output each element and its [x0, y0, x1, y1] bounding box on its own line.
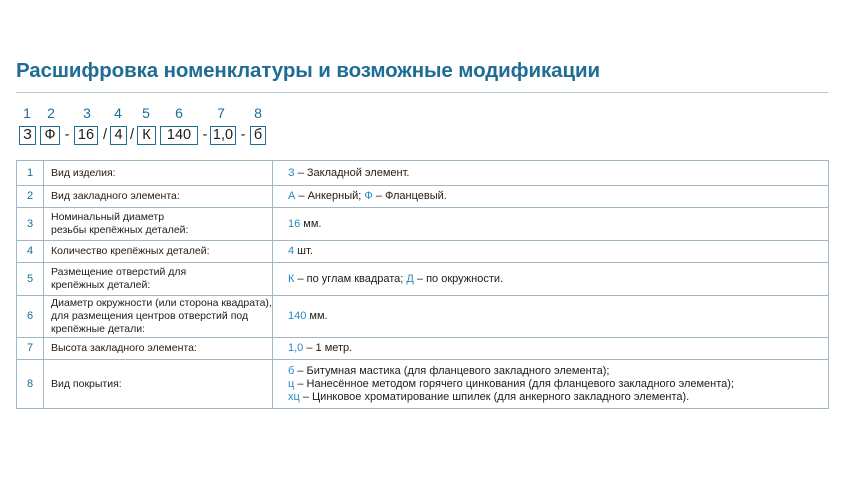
parameter-cell	[44, 186, 273, 208]
code-part-thread-diameter: 16	[74, 126, 98, 145]
parameter-label: крепёжных деталей:	[51, 279, 151, 291]
position-number: 7	[217, 105, 225, 121]
value-line	[288, 167, 828, 180]
value-text: – Закладной элемент.	[294, 166, 410, 179]
nomenclature-table	[16, 160, 829, 409]
table-row	[17, 186, 829, 208]
parameter-cell	[44, 296, 273, 338]
value-text: – Анкерный;	[295, 190, 365, 202]
value-text: – по углам квадрата;	[294, 272, 407, 285]
value-line	[288, 342, 828, 355]
parameter-label: Размещение отверстий для	[51, 266, 187, 278]
parameter-label: крепёжные детали:	[51, 323, 145, 335]
position-number: 3	[83, 105, 91, 121]
code-separator: /	[129, 127, 135, 143]
parameter-label: Вид изделия:	[51, 166, 116, 179]
row-number: 5	[17, 263, 44, 296]
parameter-cell	[44, 338, 273, 360]
table-row	[17, 241, 829, 263]
parameter-label: Высота закладного элемента:	[51, 342, 197, 354]
value-text: – Цинковое хроматирование шпилек (для анкерного закладного элемента).	[299, 390, 690, 403]
position-number: 6	[175, 105, 183, 121]
value-line	[288, 391, 828, 404]
code-part-height: 1,0	[210, 126, 236, 145]
position-number: 5	[142, 105, 150, 121]
code-separator: /	[102, 127, 108, 143]
parameter-label: для размещения центров отверстий под	[51, 310, 249, 322]
table-row	[17, 208, 829, 241]
code-part-circle-diameter: 140	[160, 126, 198, 145]
parameter-label: Диаметр окружности (или сторона квадрата),	[51, 297, 272, 309]
code-part-product-type: З	[19, 126, 36, 145]
position-number: 8	[254, 105, 262, 121]
code-value: Д	[406, 272, 414, 285]
code-part-coating: б	[250, 126, 266, 145]
value-cell	[273, 360, 829, 409]
table-row	[17, 263, 829, 296]
code-value: А	[288, 190, 296, 202]
table-row	[17, 161, 829, 186]
code-value: 16	[288, 217, 301, 230]
value-text: – Битумная мастика (для фланцевого закладного элемента);	[294, 364, 610, 377]
parameter-label: резьбы крепёжных деталей:	[51, 224, 189, 236]
value-cell	[273, 338, 829, 360]
code-value: Ф	[364, 190, 373, 202]
value-cell	[273, 161, 829, 186]
parameter-cell	[44, 161, 273, 186]
row-number: 4	[17, 241, 44, 263]
value-line	[288, 273, 828, 286]
parameter-cell	[44, 241, 273, 263]
value-cell	[273, 186, 829, 208]
row-number: 8	[17, 360, 44, 409]
code-value: хц	[288, 390, 300, 403]
row-number: 2	[17, 186, 44, 208]
value-line	[288, 310, 828, 323]
value-text: мм.	[306, 310, 328, 322]
code-value: ц	[288, 377, 295, 390]
table-row	[17, 338, 829, 360]
value-line	[288, 378, 828, 391]
code-value: 140	[288, 310, 307, 322]
code-value: б	[288, 364, 295, 377]
parameter-label: Количество крепёжных деталей:	[51, 245, 210, 257]
code-value: 4	[288, 245, 295, 257]
nomenclature-code	[0, 0, 844, 160]
value-cell	[273, 263, 829, 296]
value-text: шт.	[294, 245, 313, 257]
row-number: 7	[17, 338, 44, 360]
code-value: К	[288, 272, 295, 285]
position-number: 1	[23, 105, 31, 121]
code-separator: -	[202, 127, 208, 143]
value-text: мм.	[300, 217, 322, 230]
row-number: 1	[17, 161, 44, 186]
code-value: З	[288, 166, 295, 179]
value-text: – Фланцевый.	[372, 190, 447, 202]
parameter-cell	[44, 208, 273, 241]
value-line	[288, 365, 828, 378]
parameter-cell	[44, 263, 273, 296]
value-line	[288, 245, 828, 258]
value-text: – 1 метр.	[303, 342, 353, 354]
value-cell	[273, 296, 829, 338]
value-text: – Нанесённое методом горячего цинкования (для фланцевого закладного элемента);	[294, 377, 735, 390]
page-title: Расшифровка номенклатуры и возможные модификации	[16, 59, 600, 82]
code-value: 1,0	[288, 342, 304, 354]
value-line	[288, 190, 828, 203]
row-number: 3	[17, 208, 44, 241]
value-cell	[273, 208, 829, 241]
code-part-element-type: Ф	[40, 126, 60, 145]
value-cell	[273, 241, 829, 263]
table-row	[17, 296, 829, 338]
row-number: 6	[17, 296, 44, 338]
code-separator: -	[240, 127, 246, 143]
table-row	[17, 360, 829, 409]
code-part-hole-layout: К	[137, 126, 156, 145]
parameter-label: Вид закладного элемента:	[51, 190, 180, 202]
code-part-fastener-count: 4	[110, 126, 127, 145]
position-number: 2	[47, 105, 55, 121]
position-number: 4	[114, 105, 122, 121]
parameter-cell	[44, 360, 273, 409]
parameter-label: Номинальный диаметр	[51, 211, 165, 223]
value-text: – по окружности.	[413, 272, 504, 285]
parameter-label: Вид покрытия:	[51, 377, 122, 390]
code-separator: -	[64, 127, 70, 143]
value-line	[288, 218, 828, 231]
